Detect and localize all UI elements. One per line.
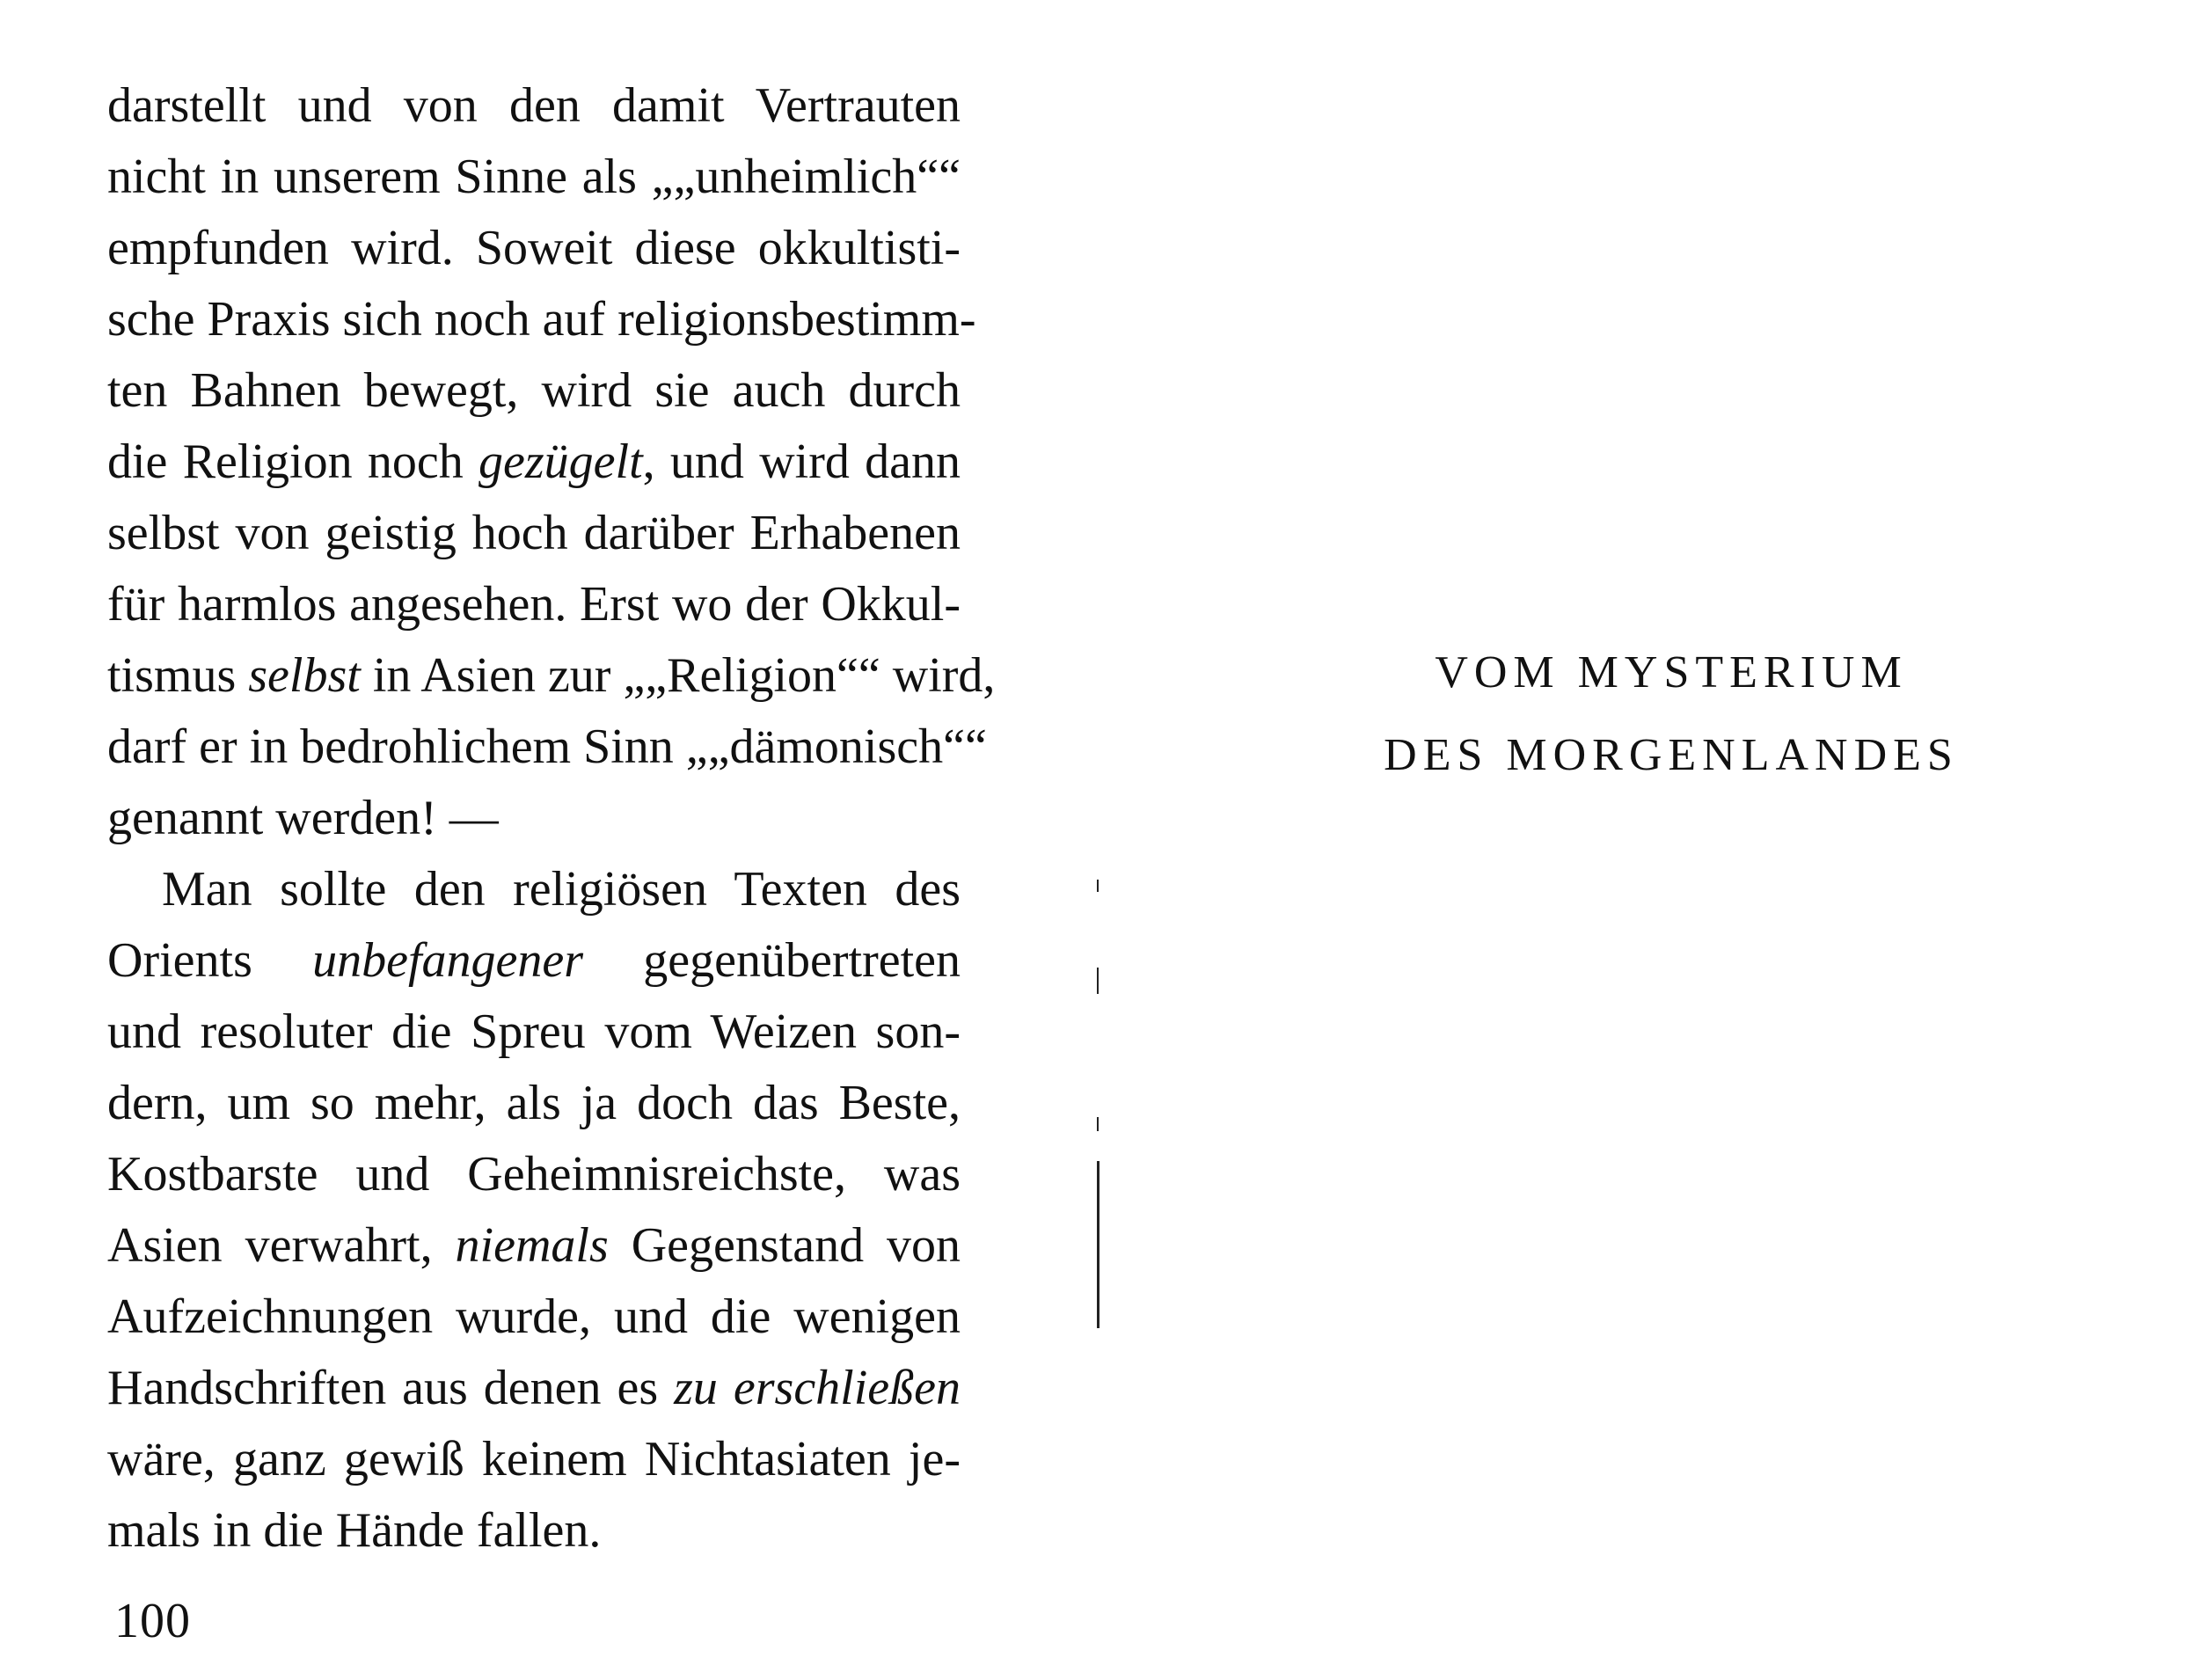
gutter-mark xyxy=(1097,968,1099,994)
text-line: und resoluter die Spreu vom Weizen son- xyxy=(107,1004,961,1059)
emphasis-text: gezügelt xyxy=(479,435,643,489)
text-line: Orients unbefangener gegenübertreten xyxy=(107,933,961,988)
emphasis-text: zu erschließen xyxy=(674,1361,961,1415)
text-line: sche Praxis sich noch auf religionsbestimm- xyxy=(107,292,976,347)
text-line: Asien verwahrt, niemals Gegenstand von xyxy=(107,1218,961,1273)
chapter-title xyxy=(1319,632,2023,797)
text-line: für harmlos angesehen. Erst wo der Okkul- xyxy=(107,577,961,632)
text-line: mals in die Hände fallen. xyxy=(107,1503,602,1558)
text-line: dern, um so mehr, als ja doch das Beste, xyxy=(107,1076,961,1130)
text-line: genannt werden! — xyxy=(107,791,499,845)
text-line: die Religion noch gezügelt, und wird dann xyxy=(107,435,961,489)
text-line: nicht in unserem Sinne als „„unheimlich““ xyxy=(107,150,961,204)
text-line: ten Bahnen bewegt, wird sie auch durch xyxy=(107,363,961,418)
text-line: darf er in bedrohlichem Sinn „„dämonisch““ xyxy=(107,719,987,774)
text-line: selbst von geistig hoch darüber Erhabenen xyxy=(107,506,961,560)
page-number: 100 xyxy=(114,1594,191,1648)
gutter-mark xyxy=(1097,1161,1100,1328)
text-line: Man sollte den religiösen Texten des xyxy=(162,862,961,917)
gutter-mark xyxy=(1097,880,1099,892)
text-line: empfunden wird. Soweit diese okkultisti- xyxy=(107,221,961,275)
text-line: tismus selbst in Asien zur „„Religion““ wird, xyxy=(107,648,996,703)
text-line: Kostbarste und Geheimnisreichste, was xyxy=(107,1147,961,1202)
emphasis-text: selbst xyxy=(248,648,361,703)
gutter-mark xyxy=(1097,1117,1099,1131)
text-line: Aufzeichnungen wurde, und die wenigen xyxy=(107,1289,961,1344)
text-line: wäre, ganz gewiß keinem Nichtasiaten je- xyxy=(107,1432,961,1486)
text-line: Handschriften aus denen es zu erschließen xyxy=(107,1361,961,1415)
emphasis-text: niemals xyxy=(455,1218,609,1273)
chapter-title-line-2: DES MORGENLANDES xyxy=(1384,730,1959,780)
emphasis-text: unbefangener xyxy=(312,933,584,988)
left-page-text xyxy=(107,70,996,1567)
chapter-title-line-1: VOM MYSTERIUM xyxy=(1435,647,1908,698)
text-line: darstellt und von den damit Vertrauten xyxy=(107,78,961,133)
